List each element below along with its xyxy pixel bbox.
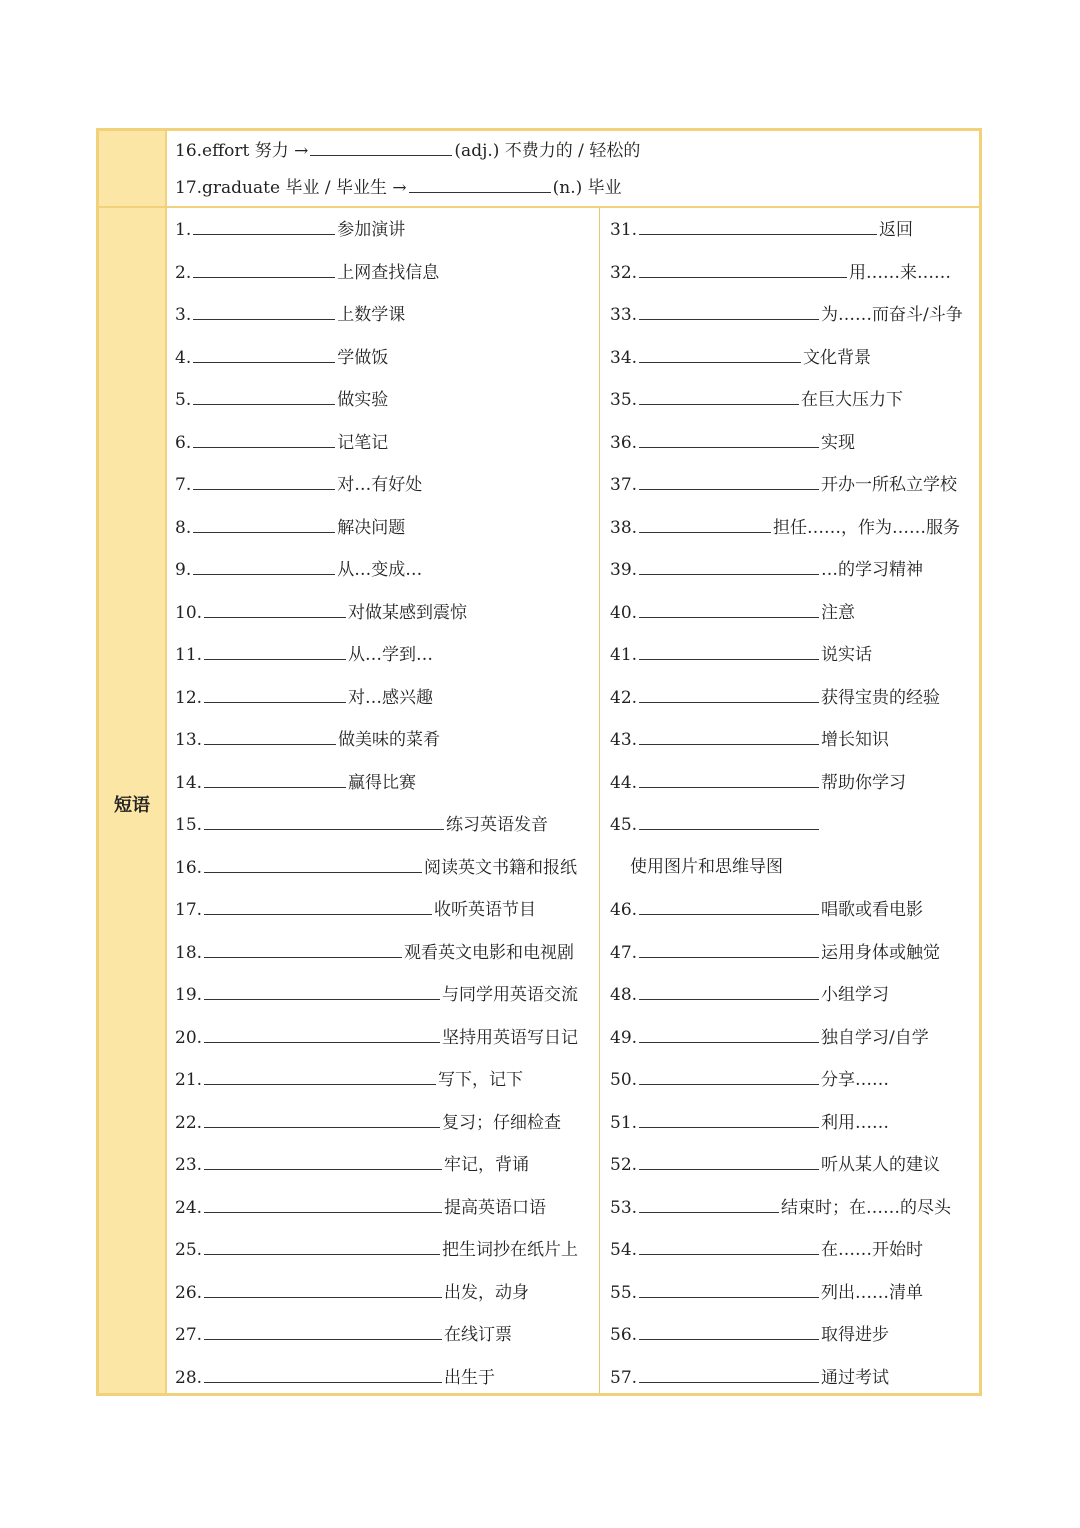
answer-blank[interactable] bbox=[204, 1238, 440, 1255]
item-meaning: 听从某人的建议 bbox=[821, 1155, 941, 1175]
item-meaning: 唱歌或看电影 bbox=[821, 900, 924, 920]
answer-blank[interactable] bbox=[204, 1153, 442, 1170]
answer-blank[interactable] bbox=[193, 261, 335, 278]
item-meaning: 做美味的菜肴 bbox=[338, 730, 441, 750]
phrase-item bbox=[610, 813, 821, 836]
item-number: 39. bbox=[610, 560, 638, 580]
item-number: 56. bbox=[610, 1325, 638, 1345]
phrase-item bbox=[610, 898, 923, 921]
item-number: 36. bbox=[610, 432, 638, 453]
phrase-item bbox=[175, 1026, 578, 1049]
phrase-item bbox=[175, 728, 440, 751]
phrase-column-divider bbox=[599, 208, 600, 1393]
answer-blank[interactable] bbox=[204, 601, 346, 618]
phrase-item bbox=[175, 1153, 529, 1176]
answer-blank[interactable] bbox=[204, 1111, 440, 1128]
answer-blank[interactable] bbox=[639, 303, 819, 320]
answer-blank[interactable] bbox=[639, 601, 819, 618]
answer-blank[interactable] bbox=[204, 643, 346, 660]
phrase-item bbox=[175, 1111, 561, 1134]
label-column bbox=[99, 131, 165, 1393]
top-row-2-prefix: 17.graduate 毕业 / 毕业生 → bbox=[175, 178, 407, 198]
answer-blank[interactable] bbox=[639, 1153, 819, 1170]
answer-blank[interactable] bbox=[204, 1196, 442, 1213]
item-number: 41. bbox=[610, 645, 638, 665]
section-label-phrases: 短语 bbox=[114, 795, 150, 816]
item-meaning: 解决问题 bbox=[337, 517, 406, 538]
phrase-item bbox=[610, 1026, 929, 1049]
answer-blank[interactable] bbox=[639, 346, 801, 363]
answer-blank[interactable] bbox=[639, 983, 819, 1000]
answer-blank[interactable] bbox=[639, 898, 819, 915]
phrase-item bbox=[175, 473, 422, 496]
phrase-item bbox=[610, 1238, 923, 1261]
answer-blank[interactable] bbox=[193, 218, 335, 235]
item-number: 16. bbox=[175, 857, 203, 878]
item-meaning: 独自学习/自学 bbox=[821, 1027, 929, 1048]
phrase-item bbox=[175, 983, 578, 1006]
answer-blank[interactable] bbox=[204, 1366, 442, 1383]
item-meaning: 实现 bbox=[821, 432, 856, 453]
item-meaning: 上数学课 bbox=[337, 305, 406, 325]
answer-blank[interactable] bbox=[193, 303, 335, 320]
phrase-item bbox=[610, 1153, 940, 1176]
item-meaning: 复习；仔细检查 bbox=[442, 1112, 562, 1133]
item-number: 5. bbox=[175, 390, 192, 410]
item-meaning: 为……而奋斗/斗争 bbox=[821, 305, 963, 325]
answer-blank[interactable] bbox=[639, 728, 819, 745]
phrase-item bbox=[610, 1366, 889, 1389]
phrase-item bbox=[175, 643, 433, 666]
item-meaning: 出生于 bbox=[444, 1367, 496, 1388]
answer-blank[interactable] bbox=[193, 431, 335, 448]
item-meaning: 从…变成… bbox=[337, 560, 423, 580]
answer-blank[interactable] bbox=[310, 139, 452, 156]
item-meaning: 小组学习 bbox=[821, 985, 890, 1005]
item-number: 11. bbox=[175, 645, 203, 665]
item-number: 55. bbox=[610, 1282, 638, 1303]
answer-blank[interactable] bbox=[639, 558, 819, 575]
phrase-item bbox=[175, 1281, 529, 1304]
item-meaning: 阅读英文书籍和报纸 bbox=[424, 857, 578, 878]
phrase-item bbox=[175, 771, 416, 794]
answer-blank[interactable] bbox=[193, 558, 335, 575]
item-number: 15. bbox=[175, 815, 203, 835]
answer-blank[interactable] bbox=[204, 1068, 436, 1085]
item-number: 35. bbox=[610, 390, 638, 410]
answer-blank[interactable] bbox=[193, 388, 335, 405]
item-number: 54. bbox=[610, 1240, 638, 1260]
answer-blank[interactable] bbox=[193, 516, 335, 533]
phrase-item bbox=[175, 813, 548, 836]
answer-blank[interactable] bbox=[204, 856, 422, 873]
item-number: 51. bbox=[610, 1112, 638, 1133]
item-number: 57. bbox=[610, 1367, 638, 1388]
item-number: 44. bbox=[610, 772, 638, 793]
item-number: 53. bbox=[610, 1197, 638, 1218]
vocabulary-table bbox=[96, 128, 982, 1396]
item-meaning: 参加演讲 bbox=[337, 220, 406, 240]
item-number: 9. bbox=[175, 560, 192, 580]
item-meaning: 运用身体或触觉 bbox=[821, 942, 941, 963]
item-meaning: 做实验 bbox=[337, 390, 389, 410]
phrase-item bbox=[175, 686, 433, 709]
item-meaning: 结束时；在……的尽头 bbox=[781, 1197, 952, 1218]
top-row-2-suffix: (n.) 毕业 bbox=[552, 178, 622, 198]
answer-blank[interactable] bbox=[204, 941, 402, 958]
item-number: 31. bbox=[610, 220, 638, 240]
phrase-item bbox=[610, 1111, 889, 1134]
item-meaning: 文化背景 bbox=[803, 347, 872, 368]
item-number: 13. bbox=[175, 730, 203, 750]
phrase-item bbox=[175, 516, 405, 539]
phrase-item bbox=[610, 601, 855, 624]
item-number: 22. bbox=[175, 1112, 203, 1133]
item-meaning: 帮助你学习 bbox=[821, 772, 907, 793]
item-meaning: 收听英语节目 bbox=[434, 900, 537, 920]
item-meaning: 写下，记下 bbox=[438, 1070, 524, 1090]
item-meaning: 牢记，背诵 bbox=[444, 1155, 530, 1175]
top-row-1 bbox=[175, 139, 640, 162]
item-meaning: 在线订票 bbox=[444, 1325, 513, 1345]
item-number: 52. bbox=[610, 1155, 638, 1175]
answer-blank[interactable] bbox=[639, 1366, 819, 1383]
item-number: 45. bbox=[610, 815, 638, 835]
item-number: 8. bbox=[175, 517, 192, 538]
item-meaning: 赢得比赛 bbox=[348, 772, 417, 793]
phrase-item bbox=[610, 516, 960, 539]
item-number: 18. bbox=[175, 942, 203, 963]
item-number: 27. bbox=[175, 1325, 203, 1345]
answer-blank[interactable] bbox=[409, 176, 551, 193]
phrase-item bbox=[630, 856, 783, 878]
item-number: 2. bbox=[175, 262, 192, 283]
answer-blank[interactable] bbox=[204, 1026, 440, 1043]
top-row-1-suffix: (adj.) 不费力的 / 轻松的 bbox=[454, 141, 641, 161]
top-row-1-prefix: 16.effort 努力 → bbox=[175, 141, 309, 161]
answer-blank[interactable] bbox=[639, 1238, 819, 1255]
item-meaning: 使用图片和思维导图 bbox=[630, 856, 783, 877]
item-number: 46. bbox=[610, 900, 638, 920]
answer-blank[interactable] bbox=[204, 983, 440, 1000]
phrase-item bbox=[610, 686, 940, 709]
item-number: 37. bbox=[610, 475, 638, 495]
row-divider bbox=[99, 206, 979, 208]
item-meaning: 坚持用英语写日记 bbox=[442, 1027, 579, 1048]
answer-blank[interactable] bbox=[639, 473, 819, 490]
phrase-item bbox=[610, 558, 923, 581]
phrase-item bbox=[175, 898, 536, 921]
item-meaning: 观看英文电影和电视剧 bbox=[404, 942, 575, 963]
answer-blank[interactable] bbox=[639, 686, 819, 703]
item-number: 48. bbox=[610, 985, 638, 1005]
phrase-item bbox=[610, 388, 903, 411]
answer-blank[interactable] bbox=[204, 1323, 442, 1340]
answer-blank[interactable] bbox=[639, 261, 847, 278]
phrase-item bbox=[610, 941, 940, 964]
phrase-item bbox=[175, 218, 405, 241]
item-meaning: 出发，动身 bbox=[444, 1282, 530, 1303]
item-meaning: 取得进步 bbox=[821, 1325, 890, 1345]
phrase-item bbox=[175, 856, 577, 879]
item-meaning: 通过考试 bbox=[821, 1367, 890, 1388]
answer-blank[interactable] bbox=[193, 346, 335, 363]
item-meaning: 担任……，作为……服务 bbox=[773, 517, 961, 538]
item-number: 20. bbox=[175, 1027, 203, 1048]
item-meaning: …的学习精神 bbox=[821, 560, 924, 580]
phrase-item bbox=[610, 643, 872, 666]
phrase-item bbox=[610, 303, 963, 326]
answer-blank[interactable] bbox=[639, 431, 819, 448]
item-number: 47. bbox=[610, 942, 638, 963]
item-meaning: 开办一所私立学校 bbox=[821, 475, 958, 495]
phrase-item bbox=[175, 1196, 546, 1219]
item-meaning: 对…有好处 bbox=[337, 475, 423, 495]
item-number: 33. bbox=[610, 305, 638, 325]
item-meaning: 在……开始时 bbox=[821, 1240, 924, 1260]
item-meaning: 在巨大压力下 bbox=[801, 390, 904, 410]
phrase-item bbox=[175, 1238, 578, 1261]
answer-blank[interactable] bbox=[204, 1281, 442, 1298]
item-meaning: 获得宝贵的经验 bbox=[821, 687, 941, 708]
phrase-item bbox=[175, 1323, 512, 1346]
item-number: 17. bbox=[175, 900, 203, 920]
item-meaning: 增长知识 bbox=[821, 730, 890, 750]
phrase-item bbox=[175, 1366, 495, 1389]
answer-blank[interactable] bbox=[639, 1026, 819, 1043]
item-number: 32. bbox=[610, 262, 638, 283]
phrase-item bbox=[175, 1068, 523, 1091]
item-number: 25. bbox=[175, 1240, 203, 1260]
phrase-item bbox=[610, 728, 889, 751]
phrase-item bbox=[175, 558, 422, 581]
item-number: 43. bbox=[610, 730, 638, 750]
item-meaning: 学做饭 bbox=[337, 347, 389, 368]
answer-blank[interactable] bbox=[639, 1281, 819, 1298]
item-number: 12. bbox=[175, 687, 203, 708]
answer-blank[interactable] bbox=[204, 728, 336, 745]
item-number: 23. bbox=[175, 1155, 203, 1175]
phrase-item bbox=[610, 1323, 889, 1346]
phrase-item bbox=[175, 388, 388, 411]
phrase-item bbox=[175, 303, 405, 326]
item-number: 40. bbox=[610, 602, 638, 623]
top-row-2 bbox=[175, 176, 622, 199]
answer-blank[interactable] bbox=[639, 388, 799, 405]
answer-blank[interactable] bbox=[639, 1196, 779, 1213]
item-number: 28. bbox=[175, 1367, 203, 1388]
answer-blank[interactable] bbox=[204, 813, 444, 830]
answer-blank[interactable] bbox=[639, 643, 819, 660]
item-meaning: 对做某感到震惊 bbox=[348, 602, 468, 623]
item-number: 21. bbox=[175, 1070, 203, 1090]
phrase-item bbox=[175, 261, 439, 284]
item-meaning: 说实话 bbox=[821, 645, 873, 665]
item-meaning: 分享…… bbox=[821, 1070, 890, 1090]
phrase-item bbox=[610, 1281, 923, 1304]
item-number: 6. bbox=[175, 432, 192, 453]
phrase-item bbox=[610, 473, 957, 496]
item-number: 10. bbox=[175, 602, 203, 623]
phrase-item bbox=[610, 771, 906, 794]
item-number: 19. bbox=[175, 985, 203, 1005]
phrase-item bbox=[610, 218, 913, 241]
item-number: 49. bbox=[610, 1027, 638, 1048]
column-divider bbox=[165, 131, 167, 1393]
item-meaning: 对…感兴趣 bbox=[348, 687, 434, 708]
item-number: 38. bbox=[610, 517, 638, 538]
item-number: 42. bbox=[610, 687, 638, 708]
item-number: 3. bbox=[175, 305, 192, 325]
answer-blank[interactable] bbox=[639, 941, 819, 958]
item-meaning: 用……来…… bbox=[849, 262, 952, 283]
item-meaning: 返回 bbox=[879, 220, 914, 240]
item-number: 24. bbox=[175, 1197, 203, 1218]
phrase-item bbox=[610, 431, 855, 454]
item-number: 26. bbox=[175, 1282, 203, 1303]
item-meaning: 注意 bbox=[821, 602, 856, 623]
item-number: 50. bbox=[610, 1070, 638, 1090]
item-meaning: 上网查找信息 bbox=[337, 262, 440, 283]
phrase-item bbox=[610, 1068, 889, 1091]
item-meaning: 提高英语口语 bbox=[444, 1197, 547, 1218]
phrase-item bbox=[175, 346, 388, 369]
answer-blank[interactable] bbox=[639, 218, 877, 235]
item-number: 1. bbox=[175, 220, 192, 240]
answer-blank[interactable] bbox=[204, 686, 346, 703]
item-number: 14. bbox=[175, 772, 203, 793]
item-meaning: 从…学到… bbox=[348, 645, 434, 665]
phrase-item bbox=[175, 601, 467, 624]
item-meaning: 练习英语发音 bbox=[446, 815, 549, 835]
item-meaning: 记笔记 bbox=[337, 432, 389, 453]
item-number: 34. bbox=[610, 347, 638, 368]
answer-blank[interactable] bbox=[639, 1111, 819, 1128]
answer-blank[interactable] bbox=[639, 1068, 819, 1085]
item-number: 4. bbox=[175, 347, 192, 368]
item-number: 7. bbox=[175, 475, 192, 495]
phrase-item bbox=[175, 431, 388, 454]
phrase-item bbox=[175, 941, 574, 964]
answer-blank[interactable] bbox=[204, 898, 432, 915]
phrase-item bbox=[610, 346, 871, 369]
item-meaning: 列出……清单 bbox=[821, 1282, 924, 1303]
phrase-item bbox=[610, 983, 889, 1006]
answer-blank[interactable] bbox=[639, 813, 819, 830]
item-meaning: 利用…… bbox=[821, 1112, 890, 1133]
answer-blank[interactable] bbox=[639, 516, 771, 533]
answer-blank[interactable] bbox=[639, 771, 819, 788]
phrase-item bbox=[610, 1196, 951, 1219]
item-meaning: 把生词抄在纸片上 bbox=[442, 1240, 579, 1260]
answer-blank[interactable] bbox=[639, 1323, 819, 1340]
answer-blank[interactable] bbox=[193, 473, 335, 490]
item-meaning: 与同学用英语交流 bbox=[442, 985, 579, 1005]
answer-blank[interactable] bbox=[204, 771, 346, 788]
phrase-item bbox=[610, 261, 951, 284]
